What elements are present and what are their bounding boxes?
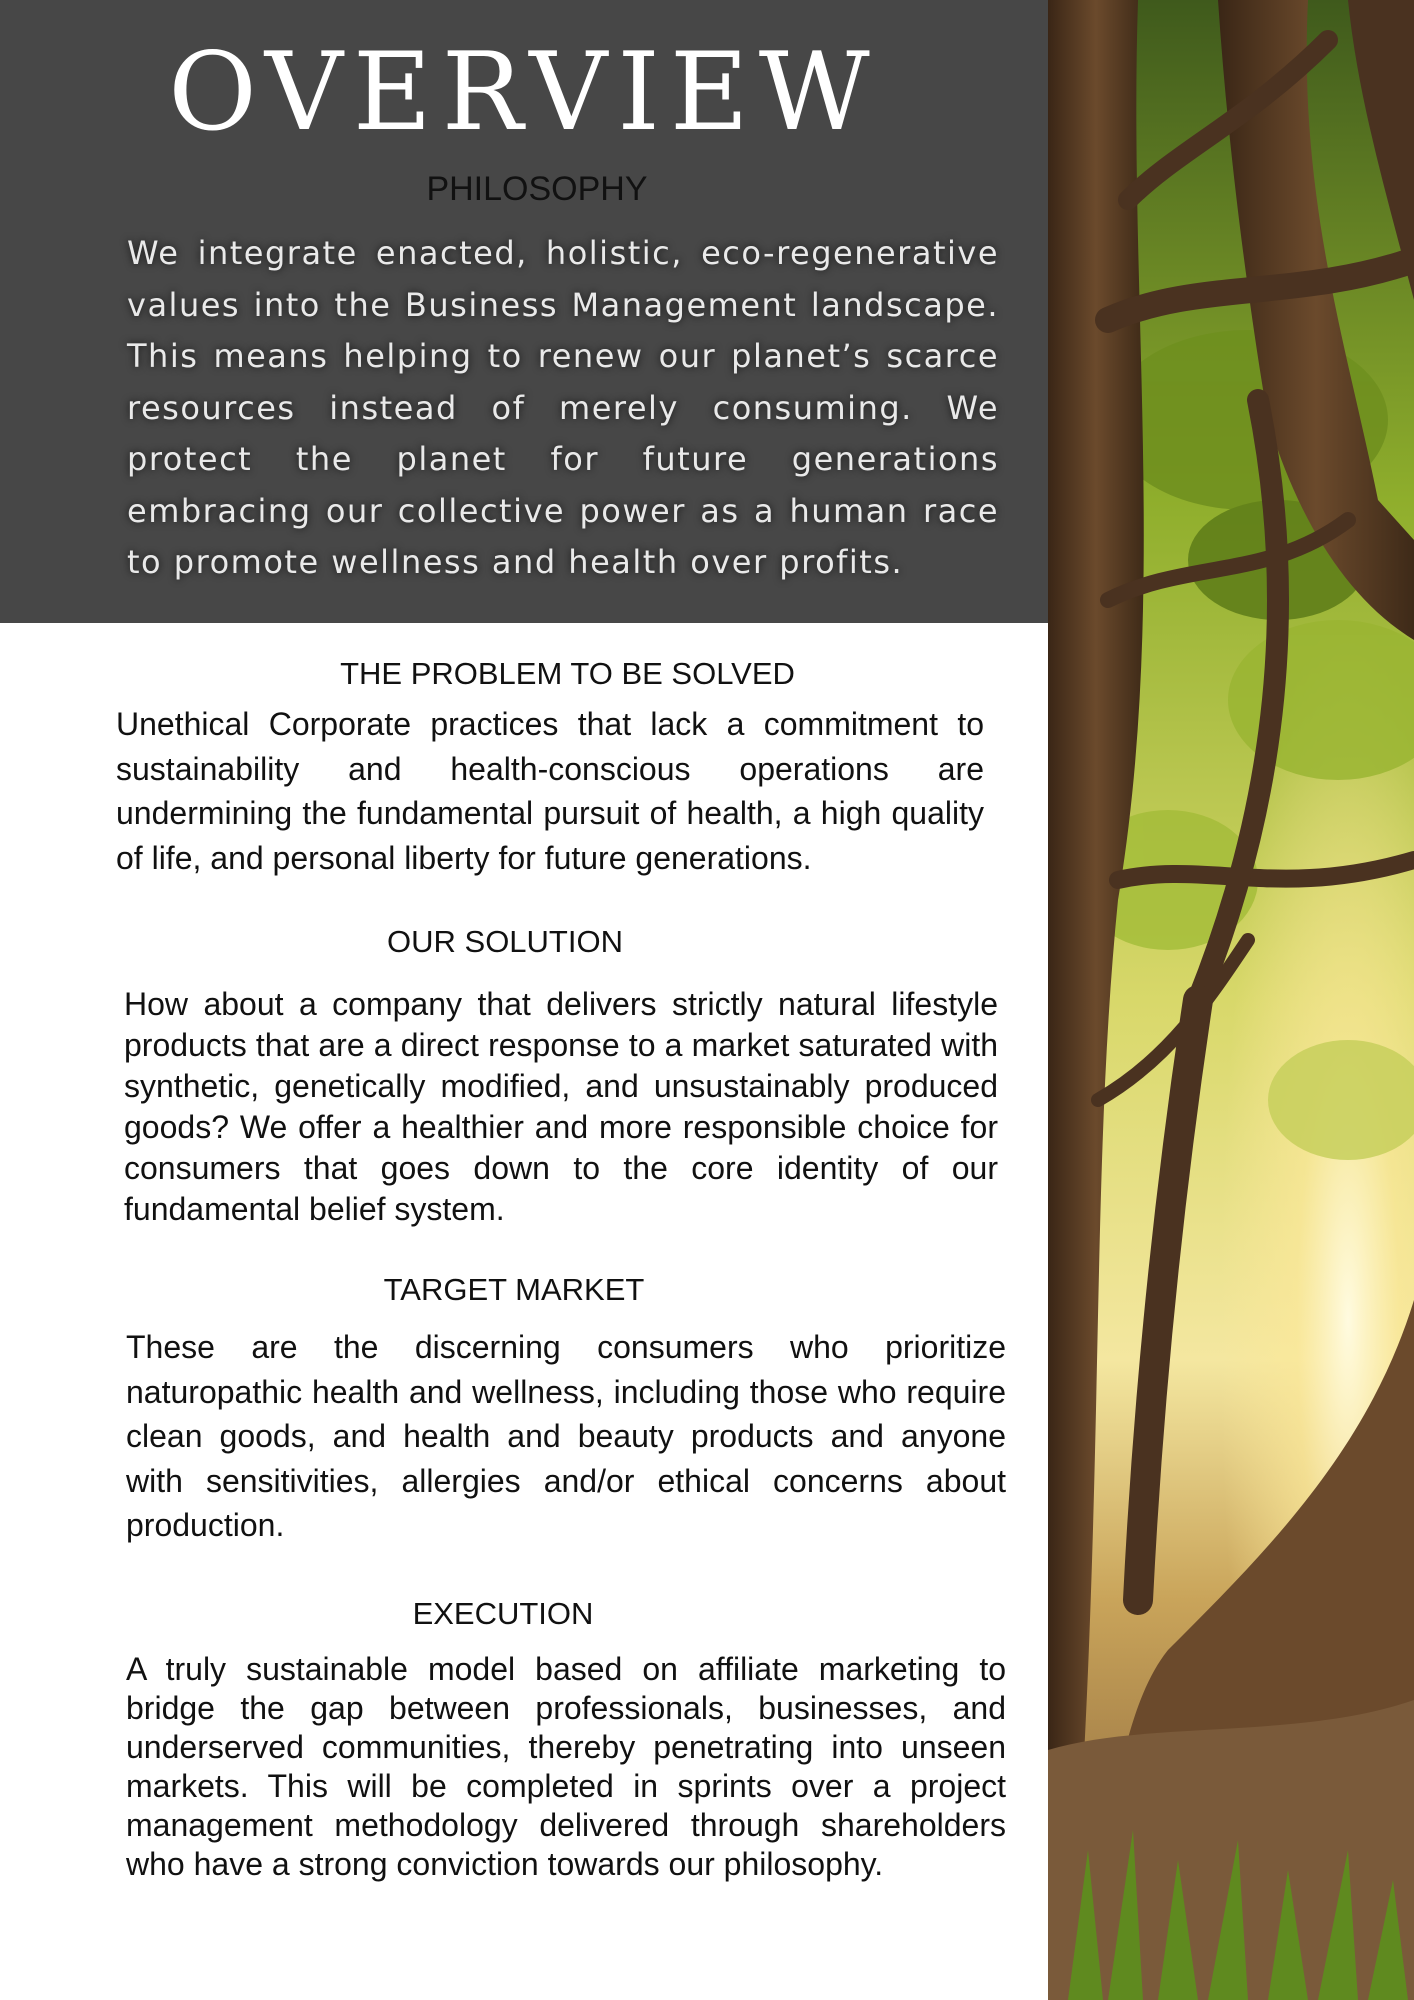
problem-text: Unethical Corporate practices that lack a commitment to sustainability and health-conscious operations are undermining the fundamental pursuit of health, a high quality of life, and personal liberty for future generations.: [116, 706, 984, 876]
philosophy-text: We integrate enacted, holistic, eco-regenerative values into the Business Management landscape. This means helping to renew our planet’s scarce resources instead of merely consuming. We protect the planet for future generations embracing our collective power as a human race to promote wellness and health over profits.: [127, 234, 999, 581]
forest-tree-photo: [1048, 0, 1414, 2000]
page-title: OVERVIEW: [168, 30, 880, 155]
solution-text: How about a company that delivers strictly natural lifestyle products that are a direct response to a market saturated with synthetic, genetically modified, and unsustainably produced goods? We offer a healthier and more responsible choice for consumers that goes down to the core identity of our fundamental belief system.: [124, 986, 998, 1227]
philosophy-heading: PHILOSOPHY: [426, 170, 648, 208]
problem-heading: THE PROBLEM TO BE SOLVED: [340, 656, 795, 691]
execution-heading: EXECUTION: [412, 1596, 594, 1631]
target-market-heading: TARGET MARKET: [383, 1272, 645, 1307]
execution-text: A truly sustainable model based on affiliate marketing to bridge the gap between professionals, businesses, and underserved communities, thereby penetrating into unseen markets. This will be completed in sprints over a project management methodology delivered through shareholders who have a strong conviction towards our philosophy.: [126, 1651, 1006, 1882]
target-market-text: These are the discerning consumers who prioritize naturopathic health and wellness, including those who require clean goods, and health and beauty products and anyone with sensitivities, allergies and/or ethical concerns about production.: [126, 1329, 1006, 1543]
solution-heading: OUR SOLUTION: [387, 924, 623, 959]
